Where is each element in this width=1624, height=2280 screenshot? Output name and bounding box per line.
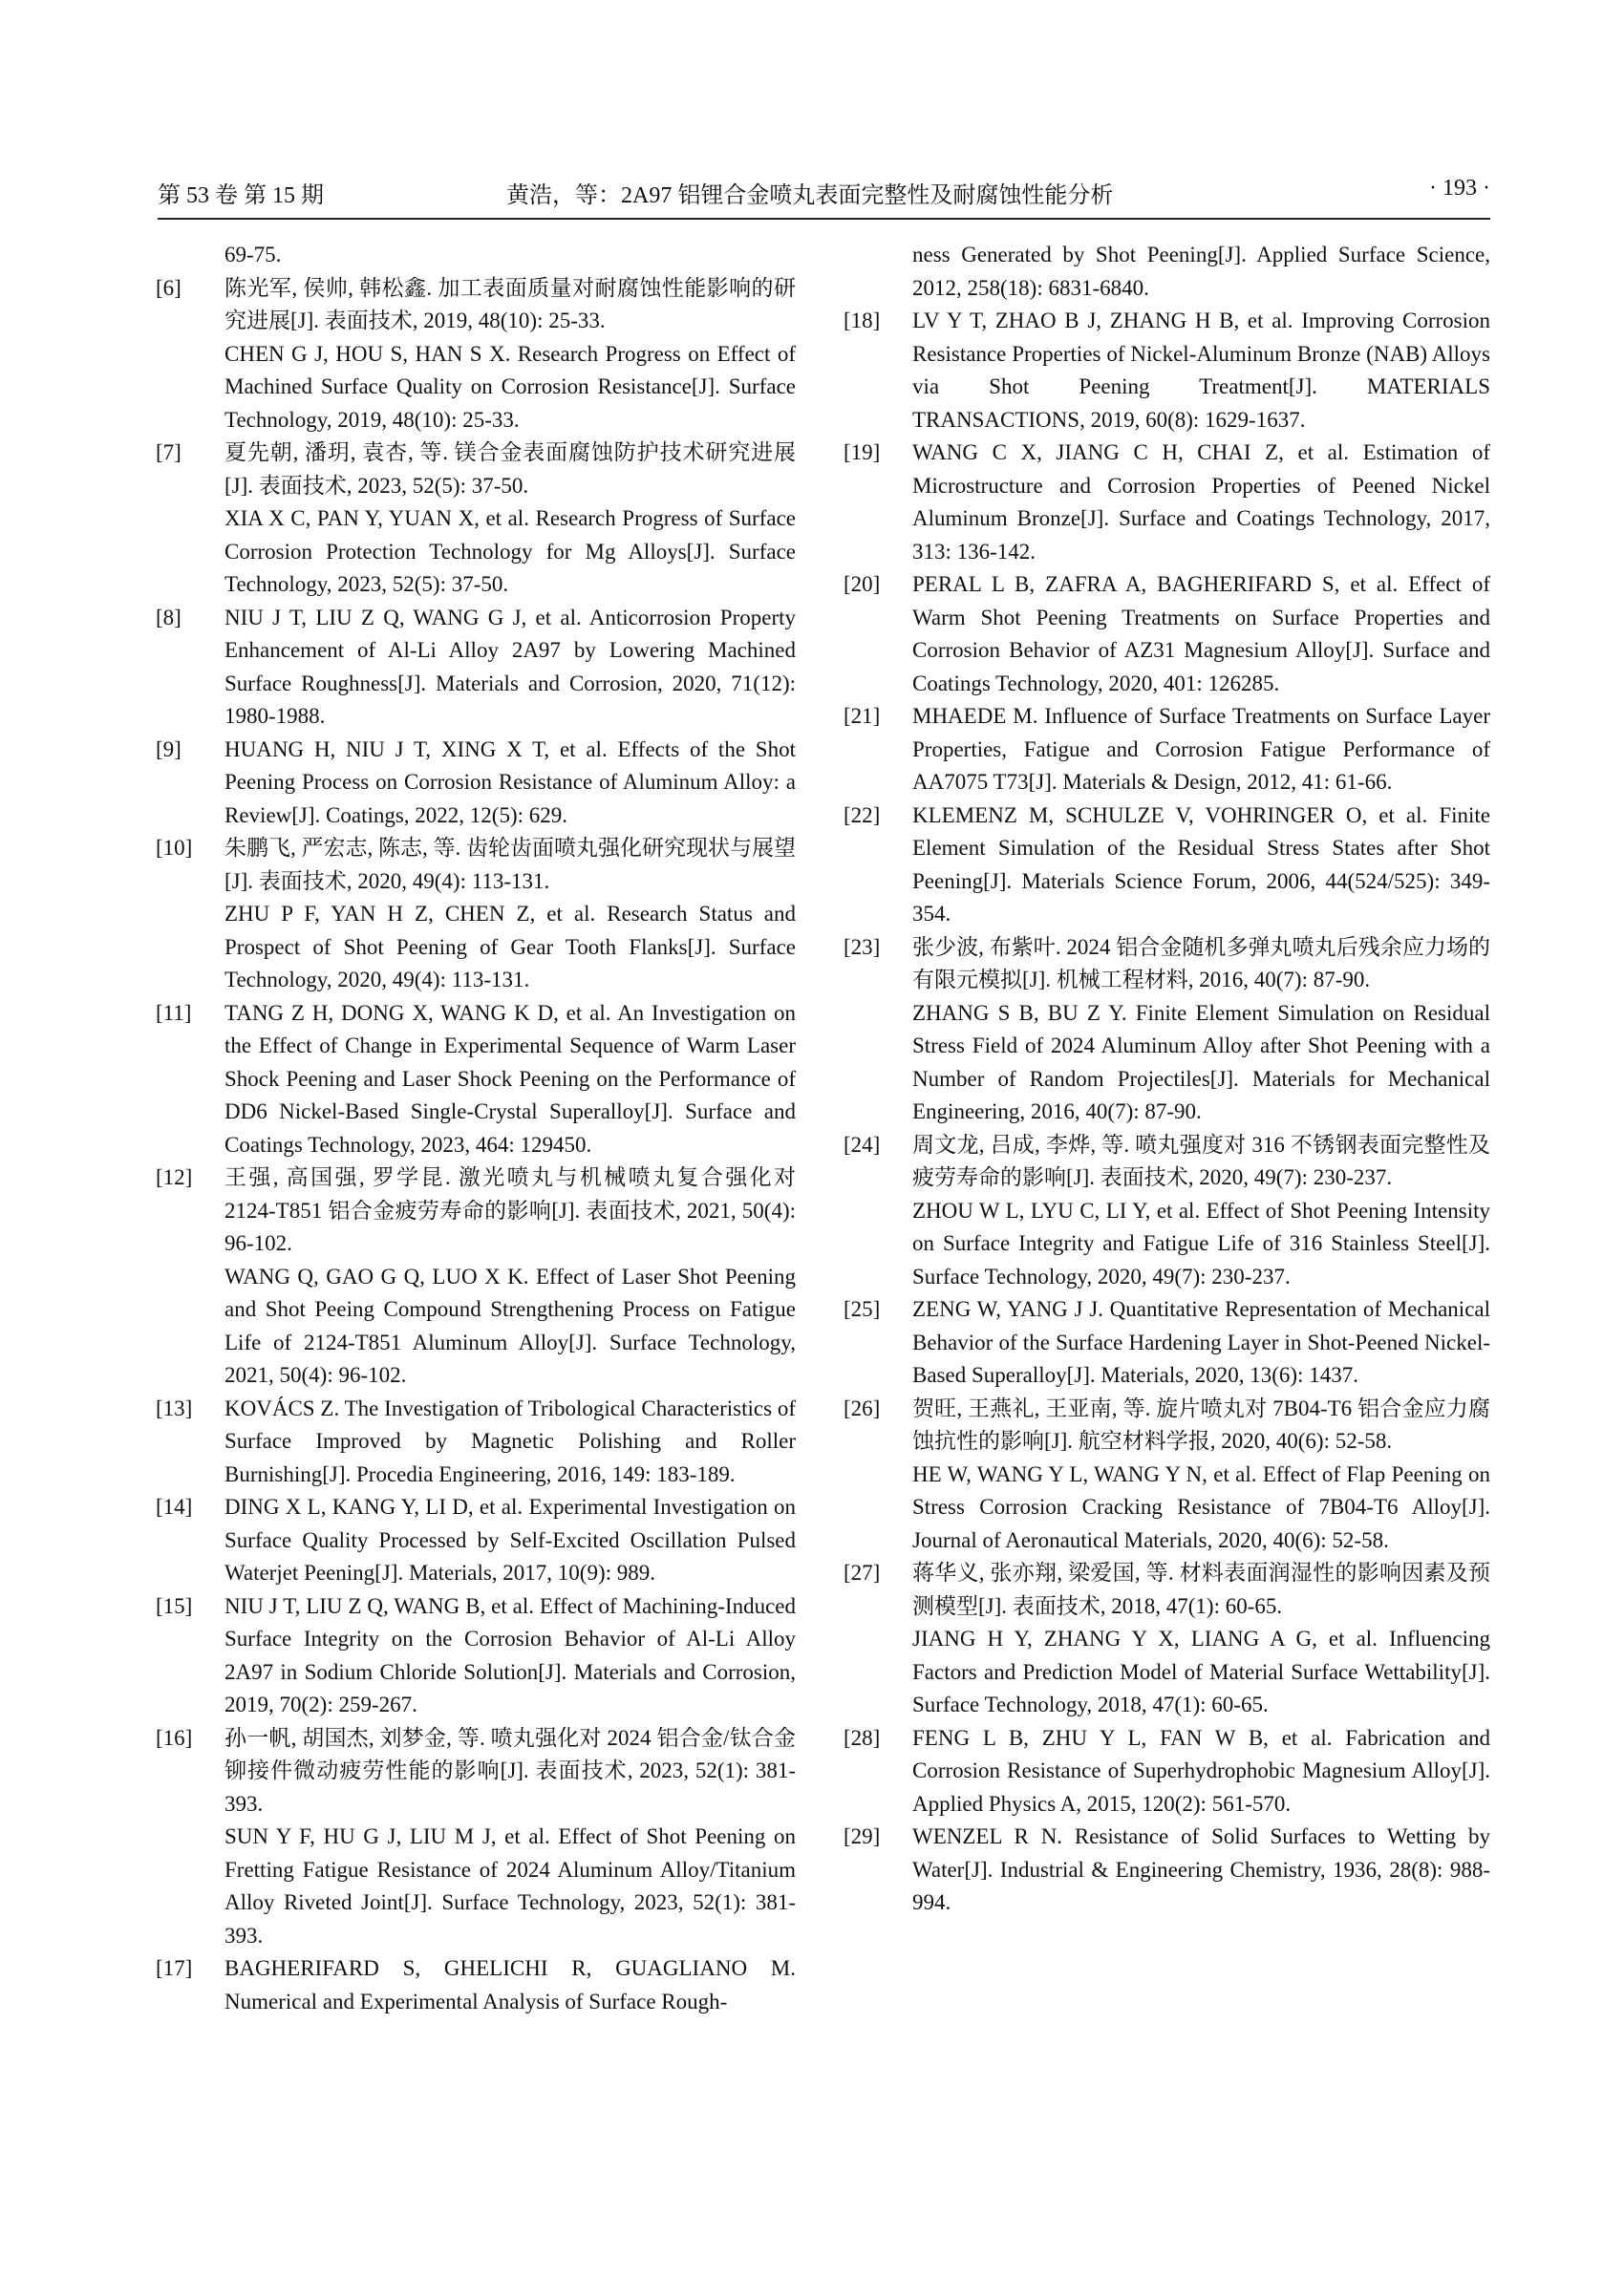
reference-list (156, 272, 796, 2019)
reference-continuation: ness Generated by Shot Peening[J]. Applied Surface Science, 2012, 258(18): 6831-6840. (912, 243, 1490, 300)
reference-number: [14] (156, 1495, 193, 1519)
reference-item (844, 700, 1490, 799)
reference-item (156, 602, 796, 734)
reference-item (844, 1293, 1490, 1393)
references-right-column (844, 239, 1490, 1920)
reference-text: 贺旺, 王燕礼, 王亚南, 等. 旋片喷丸对 7B04-T6 铝合金应力腐蚀抗性的影响[J]. 航空材料学报, 2020, 40(6): 52-58. (912, 1396, 1490, 1453)
reference-item (156, 1161, 796, 1393)
reference-item (844, 1821, 1490, 1920)
reference-text: ZHOU W L, LYU C, LI Y, et al. Effect of Shot Peening Intensity on Surface Integrity and Fatigue Life of 316 Stainless Steel[J]. Surface Technology, 2020, 49(7): 230-237. (912, 1198, 1490, 1289)
reference-text: HE W, WANG Y L, WANG Y N, et al. Effect of Flap Peening on Stress Corrosion Cracking Resistance of 7B04-T6 Alloy[J]. Journal of Aeronautical Materials, 2020, 40(6): 52-58. (912, 1461, 1490, 1552)
reference-text: XIA X C, PAN Y, YUAN X, et al. Research Progress of Surface Corrosion Protection Technology for Mg Alloys[J]. Surface Technology, 2023, 52(5): 37-50. (224, 506, 796, 596)
reference-text: PERAL L B, ZAFRA A, BAGHERIFARD S, et al. Effect of Warm Shot Peening Treatments on Surface Properties and Corrosion Behavior of AZ31 Magnesium Alloy[J]. Surface and Coatings Technology, 2020, 401: 126285. (912, 572, 1490, 695)
volume-issue: 第 53 卷 第 15 期 (158, 183, 324, 208)
reference-number: [19] (844, 440, 881, 464)
reference-item (844, 1557, 1490, 1722)
reference-number: [29] (844, 1824, 881, 1848)
reference-number: [18] (844, 309, 881, 332)
reference-text: 陈光军, 侯帅, 韩松鑫. 加工表面质量对耐腐蚀性能影响的研究进展[J]. 表面技术, 2019, 48(10): 25-33. (224, 275, 796, 332)
reference-number: [22] (844, 802, 881, 827)
reference-item (844, 799, 1490, 931)
references-left-column (156, 239, 796, 2018)
reference-number: [12] (156, 1165, 193, 1189)
reference-number: [17] (156, 1956, 193, 1980)
reference-text: 张少波, 布紫叶. 2024 铝合金随机多弹丸喷丸后残余应力场的有限元模拟[J]. 机械工程材料, 2016, 40(7): 87-90. (912, 934, 1490, 991)
reference-text: 孙一帆, 胡国杰, 刘梦金, 等. 喷丸强化对 2024 铝合金/钛合金铆接件微动疲劳性能的影响[J]. 表面技术, 2023, 52(1): 381-393. (224, 1725, 796, 1816)
running-header (158, 172, 1490, 220)
reference-text: KLEMENZ M, SCHULZE V, VOHRINGER O, et al. Finite Element Simulation of the Residual Stress States after Shot Peening[J]. Materials Science Forum, 2006, 44(524/525): 349-354. (912, 802, 1490, 926)
reference-text: WANG C X, JIANG C H, CHAI Z, et al. Estimation of Microstructure and Corrosion Properties of Peened Nickel Aluminum Bronze[J]. Surface and Coatings Technology, 2017, 313: 136-142. (912, 440, 1490, 564)
reference-number: [9] (156, 736, 182, 761)
page-number: · 193 · (1429, 176, 1490, 201)
reference-text: 王强, 高国强, 罗学昆. 激光喷丸与机械喷丸复合强化对 2124-T851 铝合金疲劳寿命的影响[J]. 表面技术, 2021, 50(4): 96-102. (224, 1165, 796, 1255)
reference-text: DING X L, KANG Y, LI D, et al. Experimental Investigation on Surface Quality Processed by Self-Excited Oscillation Pulsed Waterjet Peening[J]. Materials, 2017, 10(9): 989. (224, 1495, 796, 1585)
reference-number: [16] (156, 1725, 193, 1750)
reference-number: [10] (156, 836, 193, 860)
reference-number: [7] (156, 440, 182, 464)
reference-item (156, 734, 796, 833)
reference-text: KOVÁCS Z. The Investigation of Tribological Characteristics of Surface Improved by Magnetic Polishing and Roller Burnishing[J]. Procedia Engineering, 2016, 149: 183-189. (224, 1396, 796, 1486)
reference-list (844, 305, 1490, 1920)
reference-item (844, 437, 1490, 568)
reference-text: LV Y T, ZHAO B J, ZHANG H B, et al. Improving Corrosion Resistance Properties of Nickel-Aluminum Bronze (NAB) Alloys via Shot Peening Treatment[J]. MATERIALS TRANSACTIONS, 2019, 60(8): 1629-1637. (912, 309, 1490, 432)
reference-number: [23] (844, 934, 881, 959)
reference-text: HUANG H, NIU J T, XING X T, et al. Effects of the Shot Peening Process on Corrosion Resistance of Aluminum Alloy: a Review[J]. Coatings, 2022, 12(5): 629. (224, 736, 796, 827)
reference-number: [15] (156, 1593, 193, 1618)
reference-item (156, 997, 796, 1162)
reference-item (156, 1393, 796, 1492)
reference-item (156, 1491, 796, 1590)
reference-text: TANG Z H, DONG X, WANG K D, et al. An Investigation on the Effect of Change in Experimental Sequence of Warm Laser Shock Peening and Laser Shock Peening on the Performance of DD6 Nickel-Based Single-Crystal Superalloy[J]. Surface and Coatings Technology, 2023, 464: 129450. (224, 1000, 796, 1157)
reference-continuation: 69-75. (224, 243, 282, 266)
reference-item (156, 1952, 796, 2018)
reference-number: [27] (844, 1561, 881, 1585)
reference-item (844, 1129, 1490, 1294)
reference-item (844, 1393, 1490, 1558)
reference-item (156, 1722, 796, 1953)
reference-text: ZENG W, YANG J J. Quantitative Representation of Mechanical Behavior of the Surface Hardening Layer in Shot-Peened Nickel-Based Superalloy[J]. Materials, 2020, 13(6): 1437. (912, 1297, 1490, 1387)
reference-number: [28] (844, 1725, 881, 1750)
reference-text: BAGHERIFARD S, GHELICHI R, GUAGLIANO M. Numerical and Experimental Analysis of Surface Rough- (224, 1956, 796, 2014)
reference-text: 周文龙, 吕成, 李烨, 等. 喷丸强度对 316 不锈钢表面完整性及疲劳寿命的影响[J]. 表面技术, 2020, 49(7): 230-237. (912, 1132, 1490, 1189)
reference-text: JIANG H Y, ZHANG Y X, LIANG A G, et al. Influencing Factors and Prediction Model of Material Surface Wettability[J]. Surface Technology, 2018, 47(1): 60-65. (912, 1627, 1490, 1716)
reference-text: NIU J T, LIU Z Q, WANG G J, et al. Anticorrosion Property Enhancement of Al-Li Alloy 2A97 by Lowering Machined Surface Roughness[J]. Materials and Corrosion, 2020, 71(12): 1980-1988. (224, 605, 796, 728)
reference-text: 夏先朝, 潘玥, 袁杏, 等. 镁合金表面腐蚀防护技术研究进展[J]. 表面技术, 2023, 52(5): 37-50. (224, 440, 796, 498)
reference-number: [8] (156, 605, 182, 629)
reference-number: [25] (844, 1297, 881, 1321)
reference-item (156, 1590, 796, 1722)
reference-text: 朱鹏飞, 严宏志, 陈志, 等. 齿轮齿面喷丸强化研究现状与展望[J]. 表面技术, 2020, 49(4): 113-131. (224, 836, 796, 893)
reference-text: WANG Q, GAO G Q, LUO X K. Effect of Laser Shot Peening and Shot Peeing Compound Strengthening Process on Fatigue Life of 2124-T851 Aluminum Alloy[J]. Surface Technology, 2021, 50(4): 96-102. (224, 1264, 796, 1387)
reference-text: MHAEDE M. Influence of Surface Treatments on Surface Layer Properties, Fatigue and Corrosion Fatigue Performance of AA7075 T73[J]. Materials & Design, 2012, 41: 61-66. (912, 704, 1490, 794)
reference-number: [26] (844, 1396, 881, 1420)
reference-text: WENZEL R N. Resistance of Solid Surfaces to Wetting by Water[J]. Industrial & Engineering Chemistry, 1936, 28(8): 988-994. (912, 1824, 1490, 1914)
reference-text: SUN Y F, HU G J, LIU M J, et al. Effect of Shot Peening on Fretting Fatigue Resistance of 2024 Aluminum Alloy/Titanium Alloy Riveted Joint[J]. Surface Technology, 2023, 52(1): 381-393. (224, 1824, 796, 1948)
reference-item (156, 272, 796, 437)
reference-item (844, 931, 1490, 1129)
reference-text: CHEN G J, HOU S, HAN S X. Research Progress on Effect of Machined Surface Quality on Corrosion Resistance[J]. Surface Technology, 2019, 48(10): 25-33. (224, 341, 796, 432)
reference-number: [6] (156, 275, 182, 300)
reference-number: [20] (844, 572, 881, 596)
reference-number: [11] (156, 1000, 192, 1025)
reference-item (156, 832, 796, 997)
reference-text: ZHU P F, YAN H Z, CHEN Z, et al. Research Status and Prospect of Shot Peening of Gear Tooth Flanks[J]. Surface Technology, 2020, 49(4): 113-131. (224, 902, 796, 991)
reference-text: 蒋华义, 张亦翔, 梁爱国, 等. 材料表面润湿性的影响因素及预测模型[J]. 表面技术, 2018, 47(1): 60-65. (912, 1561, 1490, 1618)
reference-number: [24] (844, 1132, 881, 1157)
reference-item (156, 437, 796, 602)
reference-text: NIU J T, LIU Z Q, WANG B, et al. Effect of Machining-Induced Surface Integrity on the Corrosion Behavior of Al-Li Alloy 2A97 in Sodium Chloride Solution[J]. Materials and Corrosion, 2019, 70(2): 259-267. (224, 1593, 796, 1716)
reference-item (844, 305, 1490, 437)
reference-number: [13] (156, 1396, 193, 1420)
reference-number: [21] (844, 704, 881, 728)
reference-item (844, 568, 1490, 700)
article-title: 黄浩，等：2A97 铝锂合金喷丸表面完整性及耐腐蚀性能分析 (506, 183, 1114, 208)
reference-item (844, 1722, 1490, 1822)
reference-text: FENG L B, ZHU Y L, FAN W B, et al. Fabrication and Corrosion Resistance of Superhydrophobic Magnesium Alloy[J]. Applied Physics A, 2015, 120(2): 561-570. (912, 1725, 1490, 1816)
reference-text: ZHANG S B, BU Z Y. Finite Element Simulation on Residual Stress Field of 2024 Aluminum Alloy after Shot Peening with a Number of Random Projectiles[J]. Materials for Mechanical Engineering, 2016, 40(7): 87-90. (912, 1000, 1490, 1123)
